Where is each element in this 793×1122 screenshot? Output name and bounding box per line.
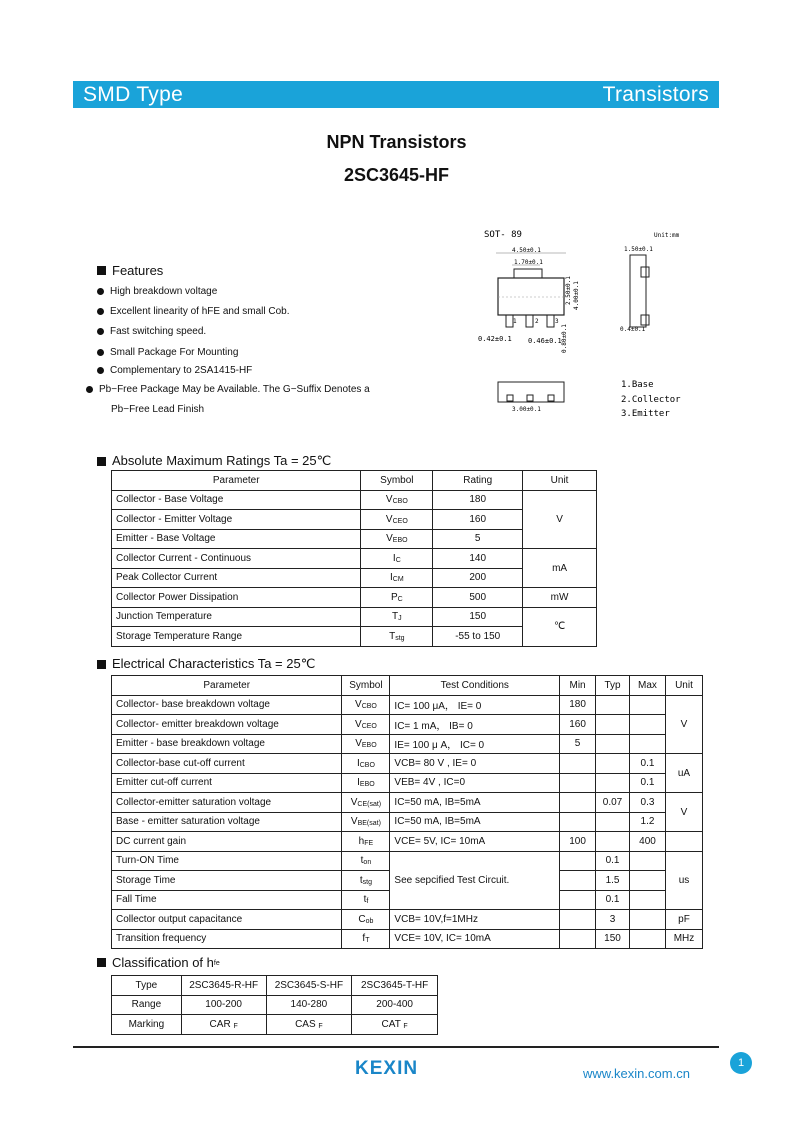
table-row: Collector- base breakdown voltage $V_{CBO}$ IC= 100 μA， IE= 0 180 V — [112, 695, 703, 715]
table-row: Turn-ON Time $t_{on}$ See sepcified Test Circuit. 0.1 us — [112, 851, 703, 871]
square-bullet-icon — [97, 266, 106, 275]
pin-2: 2 — [535, 318, 539, 325]
table-row: Emitter - base breakdown voltage $V_{EBO}$ IE= 100 μ A， IC= 0 5 — [112, 734, 703, 754]
feature-item: Small Package For Mounting — [97, 347, 238, 358]
feature-continuation: Pb−Free Lead Finish — [111, 404, 205, 415]
abs-max-heading: Absolute Maximum Ratings Ta = 25℃ — [97, 453, 331, 469]
header-left: SMD Type — [83, 82, 184, 106]
table-row: Emitter cut-off current $I_{EBO}$ VEB= 4V , IC=0 0.1 — [112, 773, 703, 793]
elec-table — [111, 675, 703, 949]
table-row: Type 2SC3645-R-HF 2SC3645-S-HF 2SC3645-T-HF — [112, 976, 438, 996]
table-row: DC current gain $h_{FE}$ VCE= 5V, IC= 10mA 100 400 — [112, 832, 703, 852]
footer-url[interactable]: www.kexin.com.cn — [583, 1066, 690, 1081]
table-row: Collector output capacitance $C_{ob}$ VCB= 10V,f=1MHz 3 pF — [112, 910, 703, 930]
feature-item: Fast switching speed. — [97, 326, 206, 337]
pin-3: 3 — [555, 318, 559, 325]
dim-width: 4.50±0.1 — [512, 247, 541, 254]
kexin-logo: KEXIN — [355, 1058, 419, 1079]
features-heading: Features — [97, 263, 163, 278]
package-name: SOT- 89 — [484, 230, 522, 240]
legend-emitter: 3.Emitter — [621, 409, 670, 419]
dim-lead2: 0.46±0.1 — [528, 337, 562, 345]
bullet-icon — [86, 386, 93, 393]
table-row: Storage Time $t_{stg}$ 1.5 — [112, 871, 703, 891]
dim-pitch: 0.80±0.1 — [561, 324, 568, 353]
table-row: Base - emitter saturation voltage $V_{BE(sat)}$ IC=50 mA, IB=5mA 1.2 — [112, 812, 703, 832]
package-drawing — [470, 225, 710, 425]
table-row: Marking CAR $_F$ CAS $_F$ CAT $_F$ — [112, 1015, 438, 1035]
page-title: NPN Transistors — [326, 132, 467, 152]
table-header: Parameter Symbol Rating Unit — [112, 471, 597, 491]
feature-item: Pb−Free Package May be Available. The G−Suffix Denotes a — [86, 384, 370, 395]
square-bullet-icon — [97, 660, 106, 669]
table-row: Collector-base cut-off current $I_{CBO}$ VCB= 80 V , IE= 0 0.1 uA — [112, 754, 703, 774]
bullet-icon — [97, 367, 104, 374]
feature-item: Complementary to 2SA1415-HF — [97, 365, 252, 376]
table-row: Collector - Emitter Voltage $V_{CEO}$ 160 — [112, 510, 597, 530]
table-row: Peak Collector Current $I_{CM}$ 200 — [112, 568, 597, 588]
legend-collector: 2.Collector — [621, 395, 681, 405]
bullet-icon — [97, 308, 104, 315]
feature-item: Excellent linearity of hFE and small Cob. — [97, 306, 290, 317]
dim-side-top: 1.50±0.1 — [624, 246, 653, 253]
bullet-icon — [97, 349, 104, 356]
table-header: Parameter Symbol Test Conditions Min Typ Max Unit — [112, 676, 703, 696]
table-row: Collector Current - Continuous $I_C$ 140 mA — [112, 549, 597, 569]
header-right: Transistors — [602, 82, 709, 106]
table-row: Collector Power Dissipation $P_C$ 500 mW — [112, 588, 597, 608]
dim-side-bottom: 0.4±0.1 — [620, 326, 646, 333]
table-row: Transition frequency $f_T$ VCE= 10V, IC= 10mA 150 MHz — [112, 929, 703, 949]
part-number: 2SC3645-HF — [343, 165, 450, 185]
footer-divider — [73, 1046, 719, 1048]
bullet-icon — [97, 288, 104, 295]
pin-1: 1 — [513, 318, 517, 325]
header-banner — [73, 81, 719, 108]
classification-table — [111, 975, 438, 1035]
legend-base: 1.Base — [621, 380, 654, 390]
bullet-icon — [97, 328, 104, 335]
elec-heading: Electrical Characteristics Ta = 25℃ — [97, 656, 315, 672]
classification-heading: Classification of h $_{fe}$ — [97, 955, 220, 970]
dim-footprint: 3.00±0.1 — [512, 406, 541, 413]
table-row: Emitter - Base Voltage $V_{EBO}$ 5 — [112, 529, 597, 549]
dim-height2: 4.00±0.1 — [573, 281, 580, 310]
table-row: Collector-emitter saturation voltage $V_{CE(sat)}$ IC=50 mA, IB=5mA 0.07 0.3 V — [112, 793, 703, 813]
dim-lead1: 0.42±0.1 — [478, 335, 512, 343]
abs-max-table — [111, 470, 597, 647]
table-row: Collector - Base Voltage $V_{CBO}$ 180 V — [112, 490, 597, 510]
dim-height1: 2.50±0.1 — [565, 276, 572, 305]
square-bullet-icon — [97, 958, 106, 967]
feature-item: High breakdown voltage — [97, 286, 217, 297]
table-row: Fall Time $t_f$ 0.1 — [112, 890, 703, 910]
dim-tab: 1.70±0.1 — [514, 259, 543, 266]
table-row: Junction Temperature $T_J$ 150 ℃ — [112, 607, 597, 627]
page-number: 1 — [730, 1052, 752, 1074]
table-row: Range 100-200 140-280 200-400 — [112, 995, 438, 1015]
table-row: Collector- emitter breakdown voltage $V_{CEO}$ IC= 1 mA， IB= 0 160 — [112, 715, 703, 735]
table-row: Storage Temperature Range $T_{stg}$ -55 to 150 — [112, 627, 597, 647]
unit-label: Unit:mm — [654, 232, 680, 239]
square-bullet-icon — [97, 457, 106, 466]
